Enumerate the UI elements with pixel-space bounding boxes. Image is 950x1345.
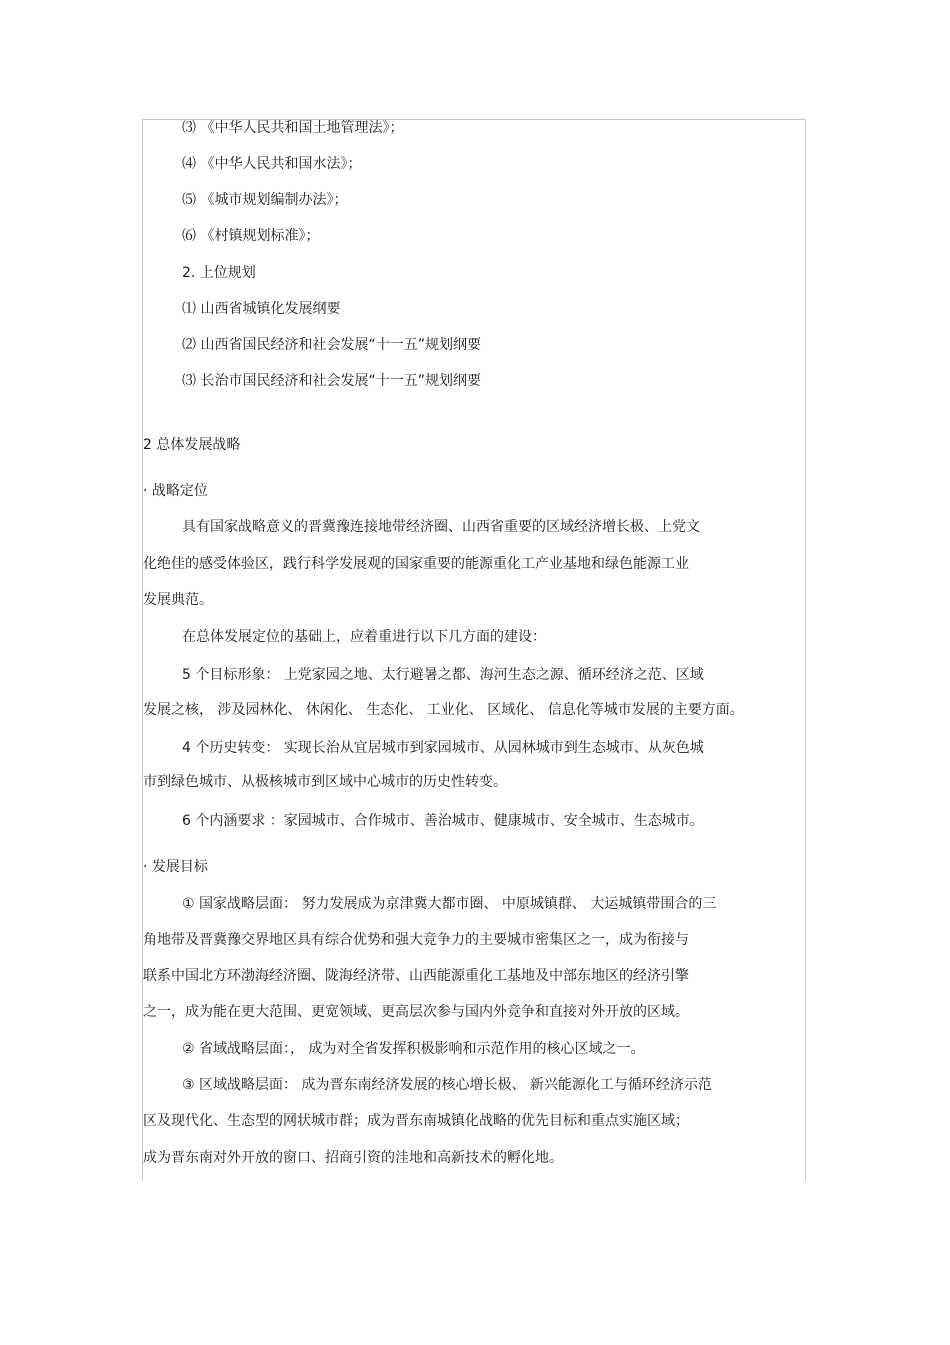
plan-item-1: ⑴ 山西省城镇化发展纲要	[182, 301, 341, 317]
law-item-4: ⑷ 《中华人民共和国水法》；	[182, 156, 362, 172]
paragraph-line: 4 个历史转变： 实现长治从宜居城市到家园城市、从园林城市到生态城市、从灰色城	[182, 740, 704, 756]
subsection-heading: 2. 上位规划	[182, 265, 256, 281]
paragraph-line: 具有国家战略意义的晋冀豫连接地带经济圈、山西省重要的区域经济增长极、上党文	[182, 519, 700, 535]
paragraph-line: 发展典范。	[143, 592, 213, 608]
paragraph-line: 5 个目标形象： 上党家园之地、太行避暑之都、海河生态之源、循环经济之范、区域	[182, 667, 704, 683]
paragraph-line: 化绝佳的感受体验区，践行科学发展观的国家重要的能源重化工产业基地和绿色能源工业	[143, 556, 689, 572]
paragraph-line: 在总体发展定位的基础上，应着重进行以下几方面的建设：	[182, 629, 546, 645]
paragraph-line: 发展之核， 涉及园林化、 休闲化、 生态化、 工业化、 区域化、 信息化等城市发展的主要方面。	[143, 702, 744, 718]
paragraph-line: 6 个内涵要求 ：家园城市、合作城市、善治城市、健康城市、安全城市、生态城市。	[182, 813, 704, 829]
paragraph-line: 角地带及晋冀豫交界地区具有综合优势和强大竞争力的主要城市密集区之一，成为衔接与	[143, 932, 689, 948]
section-heading: 2 总体发展战略	[143, 437, 241, 453]
paragraph-line: 区及现代化、生态型的网状城市群；成为晋东南城镇化战略的优先目标和重点实施区域；	[143, 1113, 689, 1129]
plan-item-3: ⑶ 长治市国民经济和社会发展“十一五”规划纲要	[182, 373, 481, 389]
bullet-heading-positioning: · 战略定位	[143, 483, 208, 499]
plan-item-2: ⑵ 山西省国民经济和社会发展“十一五”规划纲要	[182, 337, 481, 353]
paragraph-line: ② 省域战略层面：， 成为对全省发挥积极影响和示范作用的核心区域之一。	[182, 1041, 645, 1057]
paragraph-line: 联系中国北方环渤海经济圈、陇海经济带、山西能源重化工基地及中部东地区的经济引擎	[143, 968, 689, 984]
law-item-3: ⑶ 《中华人民共和国土地管理法》；	[182, 120, 404, 136]
bullet-heading-goals: · 发展目标	[143, 859, 208, 875]
paragraph-line: ③ 区域战略层面： 成为晋东南经济发展的核心增长极、 新兴能源化工与循环经济示范	[182, 1077, 712, 1093]
paragraph-line: 之一，成为能在更大范围、更宽领域、更高层次参与国内外竞争和直接对外开放的区域。	[143, 1004, 689, 1020]
paragraph-line: ① 国家战略层面： 努力发展成为京津冀大都市圈、 中原城镇群、 大运城镇带围合的三	[182, 896, 717, 912]
paragraph-line: 成为晋东南对外开放的窗口、招商引资的洼地和高新技术的孵化地。	[143, 1150, 563, 1166]
law-item-5: ⑸ 《城市规划编制办法》；	[182, 192, 348, 208]
law-item-6: ⑹ 《村镇规划标准》；	[182, 228, 320, 244]
paragraph-line: 市到绿色城市、从极核城市到区域中心城市的历史性转变。	[143, 774, 507, 790]
